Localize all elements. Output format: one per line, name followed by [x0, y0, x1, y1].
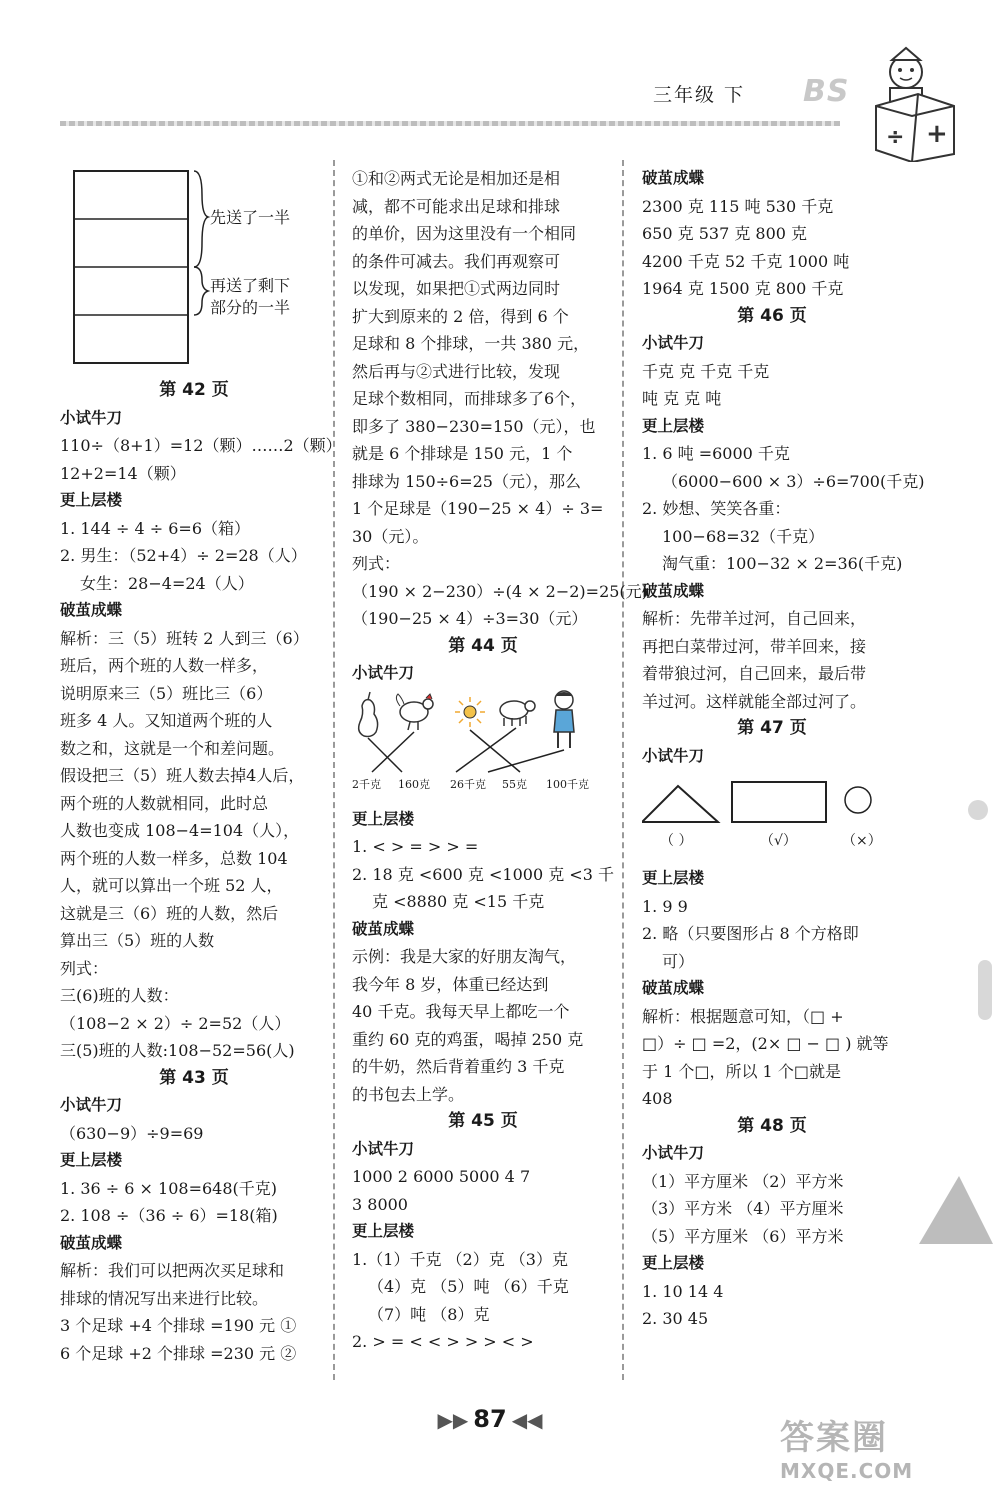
right-answer-lines: [642, 165, 925, 770]
answer-line: 4200 千克 52 千克 1000 吨: [642, 251, 850, 271]
answer-line: 的条件可减去。我们再观察可: [352, 251, 561, 271]
publisher-logo: BS: [803, 74, 850, 109]
exercise-section-title: 小试牛刀: [60, 1096, 123, 1114]
answer-line: 解析：三（5）班转 2 人到三（6）: [60, 628, 309, 648]
answer-line: 2. > = < < > > > < >: [352, 1332, 534, 1351]
left-answer-lines: [60, 377, 342, 1367]
exercise-section-title: 破茧成蝶: [642, 581, 705, 600]
rectangle-shape: [732, 782, 826, 822]
answer-line: 1. 36 ÷ 6 × 108=648(千克): [60, 1178, 278, 1198]
exercise-section-title: 更上层楼: [642, 1254, 705, 1272]
column-divider-left: [333, 160, 335, 1380]
answer-line: 650 克 537 克 800 克: [642, 224, 808, 243]
arrow-right-icon: ▶▶: [437, 1408, 469, 1432]
answer-line: 人，就可以算出一个班 52 人，: [60, 876, 283, 895]
answer-line: 1 个足球是（190−25 × 4）÷ 3=: [352, 499, 604, 518]
answer-line: 2. 男生：（52+4）÷ 2=28（人）: [60, 546, 307, 565]
column-divider-right: [622, 160, 624, 1380]
answer-line: 40 千克。我每天早上都吃一个: [352, 1002, 570, 1021]
pear-icon: [359, 692, 378, 737]
boy-icon: [554, 691, 574, 748]
answer-line: 2. 略（只要图形占 8 个方格即: [642, 924, 859, 943]
answer-line: 排球为 150÷6=25（元），那么: [352, 471, 581, 491]
answer-line: 的单价，因为这里没有一个相同: [352, 224, 577, 243]
exercise-section-title: 更上层楼: [60, 491, 123, 509]
arrow-left-icon: ◀◀: [511, 1408, 543, 1432]
answer-line: 1. 6 吨 =6000 千克: [642, 444, 790, 463]
page-section-heading: 第 43 页: [159, 1067, 229, 1088]
answer-line: 我今年 8 岁，体重已经达到: [352, 974, 549, 994]
answer-line: 扩大到原来的 2 倍，得到 6 个: [352, 306, 569, 326]
watermark: [780, 1410, 913, 1483]
answer-line: （6000−600 × 3）÷6=700(千克): [662, 471, 925, 491]
answer-line: 足球和 8 个排球，一共 380 元，: [352, 334, 590, 353]
right-column: [642, 165, 925, 1333]
left-column: [60, 165, 342, 1367]
weight-option-label: 160克: [398, 777, 430, 791]
shape-answer-1: （ ）: [660, 833, 693, 849]
answer-line: 即多了 380−230=150（元），也: [352, 416, 596, 436]
answer-line: 100−68=32（千克）: [662, 526, 825, 546]
answer-line: 三(5)班的人数:108−52=56(人): [60, 1041, 295, 1060]
answer-line: 三(6)班的人数：: [60, 986, 179, 1005]
exercise-section-title: 更上层楼: [60, 1151, 123, 1169]
answer-line: 30（元）。: [352, 526, 429, 546]
answer-line: 示例：我是大家的好朋友淘气，: [352, 947, 577, 966]
exercise-section-title: 小试牛刀: [642, 334, 705, 352]
page-footer: [400, 1405, 580, 1433]
answer-line: 列式：: [352, 554, 401, 573]
decorative-stripe: [978, 960, 992, 1020]
answer-line: 解析：我们可以把两次买足球和: [60, 1261, 285, 1280]
answer-line: 淘气重：100−32 × 2=36(千克): [662, 554, 903, 573]
exercise-section-title: 小试牛刀: [352, 1139, 415, 1158]
answer-line: 两个班的人数一样多，总数 104: [60, 848, 288, 868]
page-section-heading: 第 45 页: [448, 1111, 518, 1131]
cartoon-mascot-icon: [868, 44, 960, 162]
fraction-diagram: [60, 165, 328, 377]
answer-line: 12+2=14（颗）: [60, 463, 186, 483]
answer-line: 3 8000: [352, 1194, 408, 1214]
answer-line: 班多 4 人。又知道两个班的人: [60, 711, 273, 730]
circle-shape: [845, 787, 871, 813]
answer-line: 假设把三（5）班人数去掉4人后，: [60, 766, 305, 785]
answer-line: 1964 克 1500 克 800 千克: [642, 279, 844, 298]
diagram-label-second-half-1: 再送了剩下: [210, 276, 291, 295]
answer-line: 说明原来三（5）班比三（6）: [60, 683, 273, 703]
answer-line: 1.（1）千克 （2）克 （3）克: [352, 1249, 568, 1269]
page-section-heading: 第 46 页: [737, 305, 807, 326]
shape-figures: [642, 770, 902, 865]
shape-answer-3: （×）: [842, 833, 882, 849]
answer-line: 2. 18 克 <600 克 <1000 克 <3 千: [352, 864, 614, 884]
answer-line: 列式：: [60, 958, 109, 978]
watermark-en: MXQE.COM: [780, 1459, 914, 1483]
answer-line: （1）平方厘米 （2）平方米: [642, 1171, 844, 1191]
svg-text:÷: ÷: [886, 125, 905, 150]
answer-line: 千克 克 千克 千克: [642, 361, 770, 381]
answer-line: 排球的情况写出来进行比较。: [60, 1288, 269, 1308]
answer-line: 于 1 个□，所以 1 个□就是: [642, 1061, 841, 1081]
exercise-section-title: 小试牛刀: [352, 664, 415, 682]
exercise-section-title: 更上层楼: [642, 869, 705, 887]
exercise-section-title: 小试牛刀: [60, 408, 123, 427]
middle-answer-lines: [352, 165, 648, 688]
answer-line: 羊过河。这样就能全部过河了。: [642, 691, 867, 711]
sheep-icon: [500, 701, 535, 726]
exercise-section-title: 更上层楼: [352, 809, 415, 828]
answer-line: 的书包去上学。: [352, 1084, 465, 1104]
exercise-section-title: 破茧成蝶: [352, 919, 415, 938]
answer-line: 1. 10 14 4: [642, 1281, 724, 1301]
answer-line: （7）吨 （8）克: [368, 1304, 490, 1324]
decorative-triangle-icon: [915, 1170, 995, 1250]
diagram-label-first-half: 先送了一半: [210, 208, 291, 227]
weight-option-label: 100千克: [546, 777, 589, 791]
answer-line: 2. 妙想、笑笑各重：: [642, 499, 791, 518]
answer-line: 着带狼过河，自己回来，最后带: [642, 664, 867, 683]
exercise-section-title: 更上层楼: [642, 416, 705, 435]
svg-text:+: +: [926, 119, 948, 149]
answer-line: 人数也变成 108−4=104（人），: [60, 821, 300, 840]
answer-line: （190−25 × 4）÷3=30（元）: [352, 609, 588, 628]
answer-line: 克 <8880 克 <15 千克: [372, 892, 545, 911]
exercise-section-title: 更上层楼: [352, 1222, 415, 1240]
answer-line: 110÷（8+1）=12（颗）……2（颗）: [60, 436, 342, 455]
exercise-section-title: 破茧成蝶: [642, 169, 705, 187]
answer-line: （190 × 2−230）÷(4 × 2−2)=25(元): [352, 581, 648, 601]
rooster-icon: [396, 694, 433, 730]
diagram-label-second-half-2: 部分的一半: [210, 298, 291, 317]
answer-line: 1000 2 6000 5000 4 7: [352, 1167, 531, 1186]
page-header-title: 三年级 下: [653, 84, 746, 106]
decorative-stripe: [968, 800, 988, 820]
answer-line: 2300 克 115 吨 530 千克: [642, 196, 834, 216]
answer-line: 班后，两个班的人数一样多，: [60, 656, 269, 675]
answer-line: 就是 6 个排球是 150 元，1 个: [352, 444, 573, 463]
exercise-section-title: 破茧成蝶: [642, 979, 705, 997]
answer-line: 以发现，如果把①式两边同时: [352, 279, 561, 298]
watermark-cn: 答案圈: [780, 1418, 888, 1458]
answer-line: 2. 30 45: [642, 1309, 709, 1328]
weight-option-label: 55克: [502, 777, 527, 791]
weight-option-label: 2千克: [352, 777, 381, 791]
page-section-heading: 第 44 页: [448, 635, 518, 656]
page-section-heading: 第 47 页: [737, 718, 807, 738]
answer-line: （630−9）÷9=69: [60, 1123, 204, 1143]
answer-line: 2. 108 ÷（36 ÷ 6）=18(箱): [60, 1206, 278, 1225]
answer-line: 然后再与②式进行比较，发现: [352, 361, 561, 381]
answer-line: 解析：先带羊过河，自己回来，: [642, 609, 867, 628]
right-answer-lines-b: [642, 865, 902, 1333]
answer-line: 再把白菜带过河，带羊回来，接: [642, 636, 867, 656]
answer-line: 算出三（5）班的人数: [60, 931, 215, 950]
answer-line: （3）平方米 （4）平方厘米: [642, 1199, 844, 1218]
weight-option-label: 26千克: [450, 777, 486, 791]
answer-line: （4）克 （5）吨 （6）千克: [368, 1277, 569, 1296]
egg-icon: [455, 697, 485, 727]
shape-exercise: [642, 770, 902, 865]
header-divider: [60, 121, 840, 126]
answer-line: 吨 克 克 吨: [642, 389, 722, 408]
answer-line: 足球个数相同，而排球多了6个，: [352, 389, 587, 408]
answer-line: 减，都不可能求出足球和排球: [352, 196, 561, 216]
exercise-section-title: 小试牛刀: [642, 746, 705, 765]
answer-line: 这就是三（6）班的人数，然后: [60, 903, 279, 923]
page-number: 87: [473, 1405, 507, 1433]
answer-line: 6 个足球 +2 个排球 =230 元 ②: [60, 1343, 297, 1363]
triangle-shape: [642, 786, 718, 822]
bar-diagram: [60, 165, 328, 377]
answer-line: 1. < > = > > =: [352, 837, 479, 856]
answer-line: 两个班的人数就相同，此时总: [60, 793, 269, 813]
matching-exercise: [352, 688, 614, 806]
shape-answer-2: （√）: [760, 833, 797, 849]
answer-line: 解析：根据题意可知，（□ +: [642, 1006, 844, 1026]
answer-line: 的牛奶，然后背着重约 3 千克: [352, 1057, 565, 1076]
answer-line: □）÷ □ =2，(2× □ − □ ) 就等: [642, 1034, 889, 1053]
exercise-section-title: 小试牛刀: [642, 1144, 705, 1162]
exercise-section-title: 破茧成蝶: [60, 601, 123, 619]
answer-line: 1. 144 ÷ 4 ÷ 6=6（箱）: [60, 518, 250, 538]
page-section-heading: 第 48 页: [737, 1115, 807, 1136]
exercise-section-title: 破茧成蝶: [60, 1233, 123, 1252]
answer-line: 1. 9 9: [642, 896, 688, 916]
answer-line: 重约 60 克的鸡蛋，喝掉 250 克: [352, 1029, 584, 1049]
answer-line: 408: [642, 1089, 673, 1108]
answer-line: （108−2 × 2）÷ 2=52（人）: [60, 1013, 291, 1033]
answer-line: 可）: [662, 951, 695, 971]
answer-line: 女生：28−4=24（人）: [80, 573, 254, 593]
answer-line: （5）平方厘米 （6）平方米: [642, 1226, 844, 1246]
middle-answer-lines-b: [352, 806, 614, 1356]
answer-line: 数之和，这就是一个和差问题。: [60, 738, 285, 758]
answer-line: 3 个足球 +4 个排球 =190 元 ①: [60, 1316, 297, 1335]
answer-line: ①和②两式无论是相加还是相: [352, 169, 561, 188]
middle-column: [352, 165, 648, 1356]
page-section-heading: 第 42 页: [159, 380, 229, 400]
